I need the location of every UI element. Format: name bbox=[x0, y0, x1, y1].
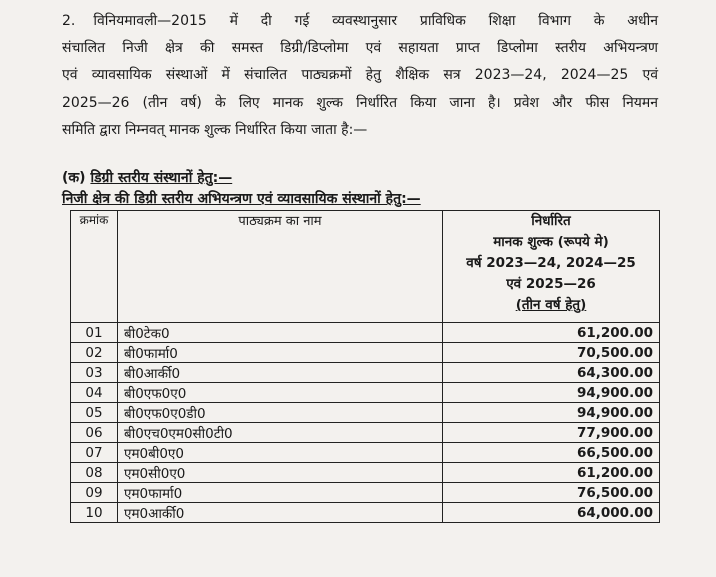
cell-course: बी0टेक0 bbox=[118, 323, 443, 343]
fee-table bbox=[70, 210, 660, 523]
table-row bbox=[71, 483, 660, 503]
section-a-heading bbox=[62, 168, 232, 188]
cell-serial: 09 bbox=[71, 483, 118, 503]
paragraph-number: 2. bbox=[62, 13, 76, 29]
table-row bbox=[71, 423, 660, 443]
table-row bbox=[71, 503, 660, 523]
cell-course: एम0बी0ए0 bbox=[118, 443, 443, 463]
header-standard-fee: निर्धारित मानक शुल्क (रूपये मे) वर्ष 2023—24, 2024—25 एवं 2025—26 (तीन वर्ष हेतु) bbox=[443, 211, 660, 323]
cell-serial: 07 bbox=[71, 443, 118, 463]
cell-course: बी0एफ0ए0डी0 bbox=[118, 403, 443, 423]
cell-course: एम0आर्की0 bbox=[118, 503, 443, 523]
paragraph-line: एवं व्यावसायिक संस्थाओं में संचालित पाठ्यक्रमों हेतु शैक्षिक सत्र 2023—24, 2024—25 एवं bbox=[62, 67, 658, 84]
table-row bbox=[71, 403, 660, 423]
cell-course: बी0एफ0ए0 bbox=[118, 383, 443, 403]
table-header-row bbox=[71, 211, 660, 323]
cell-serial: 05 bbox=[71, 403, 118, 423]
section-b-heading: निजी क्षेत्र की डिग्री स्तरीय अभियन्त्रण एवं व्यावसायिक संस्थानों हेतु:— bbox=[62, 191, 421, 207]
paragraph-line: 2025—26 (तीन वर्ष) के लिए मानक शुल्क निर्धारित किया जाना है। प्रवेश और फीस नियमन bbox=[62, 94, 658, 111]
cell-fee: 66,500.00 bbox=[443, 443, 660, 463]
header-serial-number: क्रमांक bbox=[71, 211, 118, 323]
section-a-title: डिग्री स्तरीय संस्थानों हेतु:— bbox=[90, 170, 233, 186]
cell-serial: 04 bbox=[71, 383, 118, 403]
paragraph-2 bbox=[62, 8, 658, 144]
cell-fee: 94,900.00 bbox=[443, 403, 660, 423]
cell-fee: 61,200.00 bbox=[443, 463, 660, 483]
cell-fee: 77,900.00 bbox=[443, 423, 660, 443]
paragraph-line: समिति द्वारा निम्नवत् मानक शुल्क निर्धारित किया जाता है:— bbox=[62, 121, 368, 138]
table-row bbox=[71, 443, 660, 463]
cell-course: एम0सी0ए0 bbox=[118, 463, 443, 483]
cell-course: बी0आर्की0 bbox=[118, 363, 443, 383]
cell-serial: 08 bbox=[71, 463, 118, 483]
cell-serial: 01 bbox=[71, 323, 118, 343]
cell-serial: 02 bbox=[71, 343, 118, 363]
cell-serial: 06 bbox=[71, 423, 118, 443]
table-row bbox=[71, 323, 660, 343]
cell-fee: 70,500.00 bbox=[443, 343, 660, 363]
cell-serial: 03 bbox=[71, 363, 118, 383]
cell-fee: 64,000.00 bbox=[443, 503, 660, 523]
cell-fee: 76,500.00 bbox=[443, 483, 660, 503]
cell-fee: 94,900.00 bbox=[443, 383, 660, 403]
header-course-name: पाठ्यक्रम का नाम bbox=[118, 211, 443, 323]
table-row bbox=[71, 343, 660, 363]
table-row bbox=[71, 383, 660, 403]
cell-fee: 61,200.00 bbox=[443, 323, 660, 343]
table-row bbox=[71, 463, 660, 483]
cell-course: बी0फार्मा0 bbox=[118, 343, 443, 363]
cell-fee: 64,300.00 bbox=[443, 363, 660, 383]
paragraph-line: 2. विनियमावली—2015 में दी गई व्यवस्थानुसार प्राविधिक शिक्षा विभाग के अधीन bbox=[62, 13, 658, 29]
cell-serial: 10 bbox=[71, 503, 118, 523]
cell-course: एम0फार्मा0 bbox=[118, 483, 443, 503]
cell-course: बी0एच0एम0सी0टी0 bbox=[118, 423, 443, 443]
section-a-prefix: (क) bbox=[62, 170, 86, 186]
paragraph-line: संचालित निजी क्षेत्र की समस्त डिग्री/डिप्लोमा एवं सहायता प्राप्त डिप्लोमा स्तरीय अभियन्त्रण bbox=[62, 40, 658, 57]
table-row bbox=[71, 363, 660, 383]
